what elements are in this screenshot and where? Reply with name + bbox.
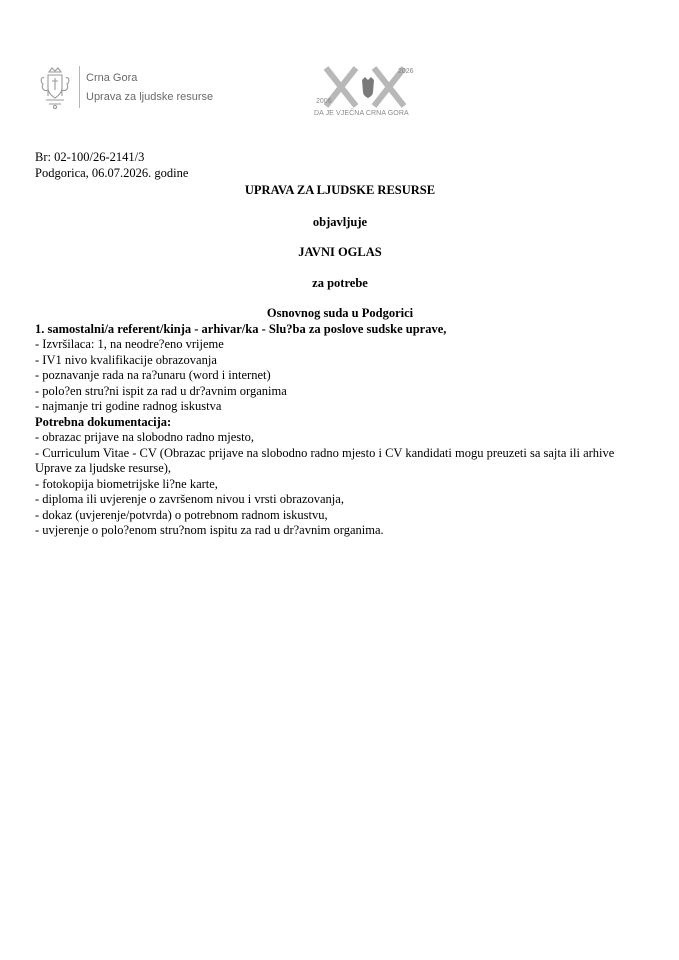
document-item: - Curriculum Vitae - CV (Obrazac prijave na slobodno radno mjesto i CV kandidati mogu preuzeti sa sajta ili arhive Uprave za ljudske resurse), bbox=[35, 445, 615, 475]
employer-name: Osnovnog suda u Podgorici bbox=[266, 306, 414, 320]
org-name-country: Crna Gora bbox=[86, 72, 138, 84]
position-title: 1. samostalni/a referent/kinja - arhivar/ka - Slu?ba za poslove sudske uprave, bbox=[35, 321, 447, 336]
announces-text: objavljuje bbox=[312, 214, 368, 229]
requirement-item: - polo?en stru?ni ispit za rad u dr?avnim organima bbox=[35, 383, 287, 398]
jubilee-year-right: 2026 bbox=[398, 68, 414, 75]
document-body bbox=[35, 150, 645, 539]
jubilee-tagline: DA JE VJEČNA CRNA GORA bbox=[314, 110, 409, 117]
document-item: - uvjerenje o polo?enom stru?nom ispitu za rad u dr?avnim organima. bbox=[35, 523, 384, 537]
reference-number: Br: 02-100/26-2141/3 bbox=[35, 150, 145, 164]
issuing-authority: UPRAVA ZA LJUDSKE RESURSE bbox=[244, 183, 436, 197]
jubilee-year-left: 2006 bbox=[316, 98, 332, 105]
document-item: - fotokopija biometrijske li?ne karte, bbox=[35, 476, 218, 491]
document-item: - obrazac prijave na slobodno radno mjesto, bbox=[35, 430, 255, 444]
place-and-date: Podgorica, 06.07.2026. godine bbox=[35, 165, 189, 180]
org-name-agency: Uprava za ljudske resurse bbox=[86, 91, 214, 103]
requirement-item: - najmanje tri godine radnog iskustva bbox=[35, 399, 222, 413]
requirement-item: - poznavanje rada na ra?unaru (word i internet) bbox=[35, 368, 271, 382]
for-needs-text: za potrebe bbox=[312, 275, 368, 290]
requirement-item: - IV1 nivo kvalifikacije obrazovanja bbox=[35, 352, 217, 367]
requirement-item: - Izvršilaca: 1, na neodre?eno vrijeme bbox=[35, 337, 224, 351]
documents-heading: Potrebna dokumentacija: bbox=[35, 414, 172, 429]
header-divider bbox=[79, 66, 80, 108]
ad-title: JAVNI OGLAS bbox=[298, 245, 382, 259]
letterhead bbox=[0, 0, 679, 130]
document-item: - dokaz (uvjerenje/potvrda) o potrebnom radnom iskustvu, bbox=[35, 507, 328, 522]
document-item: - diploma ili uvjerenje o završenom nivou i vrsti obrazovanja, bbox=[35, 492, 344, 506]
coat-of-arms-icon bbox=[38, 66, 72, 110]
